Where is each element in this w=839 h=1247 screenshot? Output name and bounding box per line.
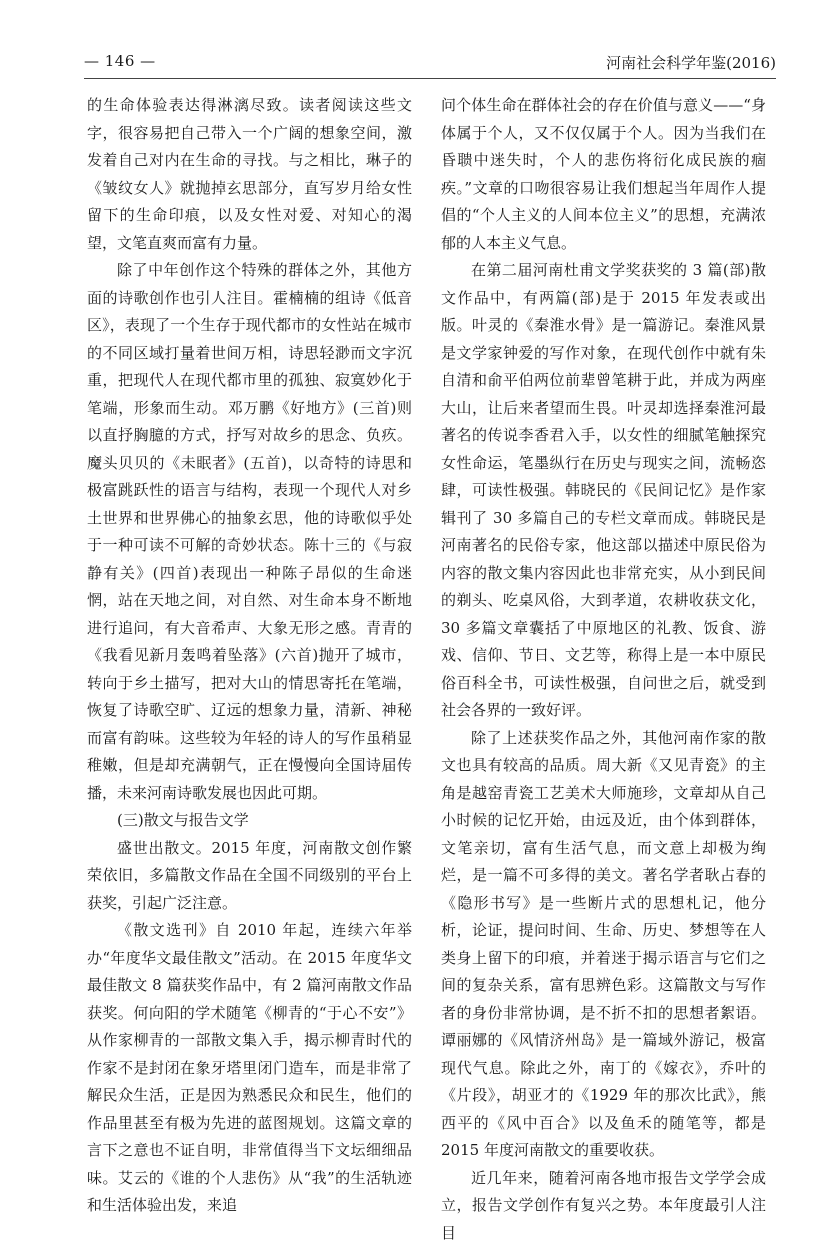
paragraph: 的生命体验表达得淋漓尽致。读者阅读这些文字，很容易把自己带入一个广阔的想象空间，激发着自己对内在生命的寻找。与之相比，琳子的《皱纹女人》就抛掉玄思部分，直写岁月给女性留下的生命印痕，以及女性对爱、对知心的渴望，文笔直爽而富有力量。 [87, 92, 412, 257]
paragraph: 除了中年创作这个特殊的群体之外，其他方面的诗歌创作也引人注目。霍楠楠的组诗《低音区》，表现了一个生存于现代都市的女性站在城市的不同区域打量着世间万相，诗思轻渺而文字沉重，把现代人在现代都市里的孤独、寂寞妙化于笔端，形象而生动。邓万鹏《好地方》(三首)则以直抒胸臆的方式，抒写对故乡的思念、负疚。魔头贝贝的《未眠者》(五首)，以奇特的诗思和极富跳跃性的语言与结构，表现一个现代人对乡土世界和世界佛心的抽象玄思，他的诗歌似乎处于一种可读不可解的奇妙状态。陈十三的《与寂静有关》(四首)表现出一种陈子昂似的生命迷惘，站在天地之间，对自然、对生命本身不断地进行追问，有大音希声、大象无形之感。青青的《我看见新月轰鸣着坠落》(六首)抛开了城市，转向于乡土描写，把对大山的情思寄托在笔端，恢复了诗歌空旷、辽远的想象力量，清新、神秘而富有韵味。这些较为年轻的诗人的写作虽稍显稚嫩，但是却充满朝气，正在慢慢向全国诗届传播，未来河南诗歌发展也因此可期。 [87, 257, 412, 807]
page-number: — 146 — [84, 52, 156, 70]
page-header [84, 50, 776, 80]
section-heading: (三)散文与报告文学 [87, 807, 412, 835]
paragraph: 除了上述获奖作品之外，其他河南作家的散文也具有较高的品质。周大新《又见青瓷》的主角是越窑青瓷工艺美术大师施珍，文章却从自己小时候的记忆开始，由远及近，由个体到群体，文笔亲切，富有生活气息，而文意上却极为绚烂，是一篇不可多得的美文。著名学者耿占春的《隐形书写》是一些断片式的思想札记，他分析，论证，提问时间、生命、历史、梦想等在人类身上留下的印痕，并着迷于揭示语言与它们之间的复杂关系，富有思辨色彩。这篇散文与写作者的身份非常协调，是不折不扣的思想者絮语。谭丽娜的《风情济州岛》是一篇域外游记，极富现代气息。除此之外，南丁的《嫁衣》，乔叶的《片段》，胡亚才的《1929 年的那次比武》，熊西平的《风中百合》以及鱼禾的随笔等，都是 2015 年度河南散文的重要收获。 [441, 725, 766, 1165]
right-column [441, 92, 766, 1247]
running-title: 河南社会科学年鉴(2016) [606, 52, 776, 73]
left-column [87, 92, 412, 1220]
paragraph: 近几年来，随着河南各地市报告文学学会成立，报告文学创作有复兴之势。本年度最引人注目 [441, 1165, 766, 1247]
header-rule [84, 78, 776, 79]
paragraph: 问个体生命在群体社会的存在价值与意义——“身体属于个人，又不仅仅属于个人。因为当我们在昏聩中迷失时，个人的悲伤将衍化成民族的痼疾。”文章的口吻很容易让我们想起当年周作人提倡的“个人主义的人间本位主义”的思想，充满浓郁的人本主义气息。 [441, 92, 766, 257]
paragraph: 《散文选刊》自 2010 年起，连续六年举办“年度华文最佳散文”活动。在 2015 年度华文最佳散文 8 篇获奖作品中，有 2 篇河南散文作品获奖。何向阳的学术随笔《柳青的“于心不安”》从作家柳青的一部散文集入手，揭示柳青时代的作家不是封闭在象牙塔里闭门造车，而是非常了解民众生活，正是因为熟悉民众和民生，他们的作品里甚至有极为先进的蓝图规划。这篇文章的言下之意也不证自明，非常值得当下文坛细细品味。艾云的《谁的个人悲伤》从“我”的生活轨迹和生活体验出发，来追 [87, 917, 412, 1220]
paragraph: 盛世出散文。2015 年度，河南散文创作繁荣依旧，多篇散文作品在全国不同级别的平台上获奖，引起广泛注意。 [87, 835, 412, 918]
paragraph: 在第二届河南杜甫文学奖获奖的 3 篇(部)散文作品中，有两篇(部)是于 2015 年发表或出版。叶灵的《秦淮水骨》是一篇游记。秦淮风景是文学家钟爱的写作对象，在现代创作中就有朱自清和俞平伯两位前辈曾笔耕于此，并成为两座大山，让后来者望而生畏。叶灵却选择秦淮河最著名的传说李香君入手，以女性的细腻笔触探究女性命运，笔墨纵行在历史与现实之间，流畅恣肆，可读性极强。韩晓民的《民间记忆》是作家辑刊了 30 多篇自己的专栏文章而成。韩晓民是河南著名的民俗专家，他这部以描述中原民俗为内容的散文集内容因此也非常充实，从小到民间的剃头、吃桌风俗，大到孝道，农耕收获文化，30 多篇文章囊括了中原地区的礼教、饭食、游戏、信仰、节日、文艺等，称得上是一本中原民俗百科全书，可读性极强，自问世之后，就受到社会各界的一致好评。 [441, 257, 766, 725]
